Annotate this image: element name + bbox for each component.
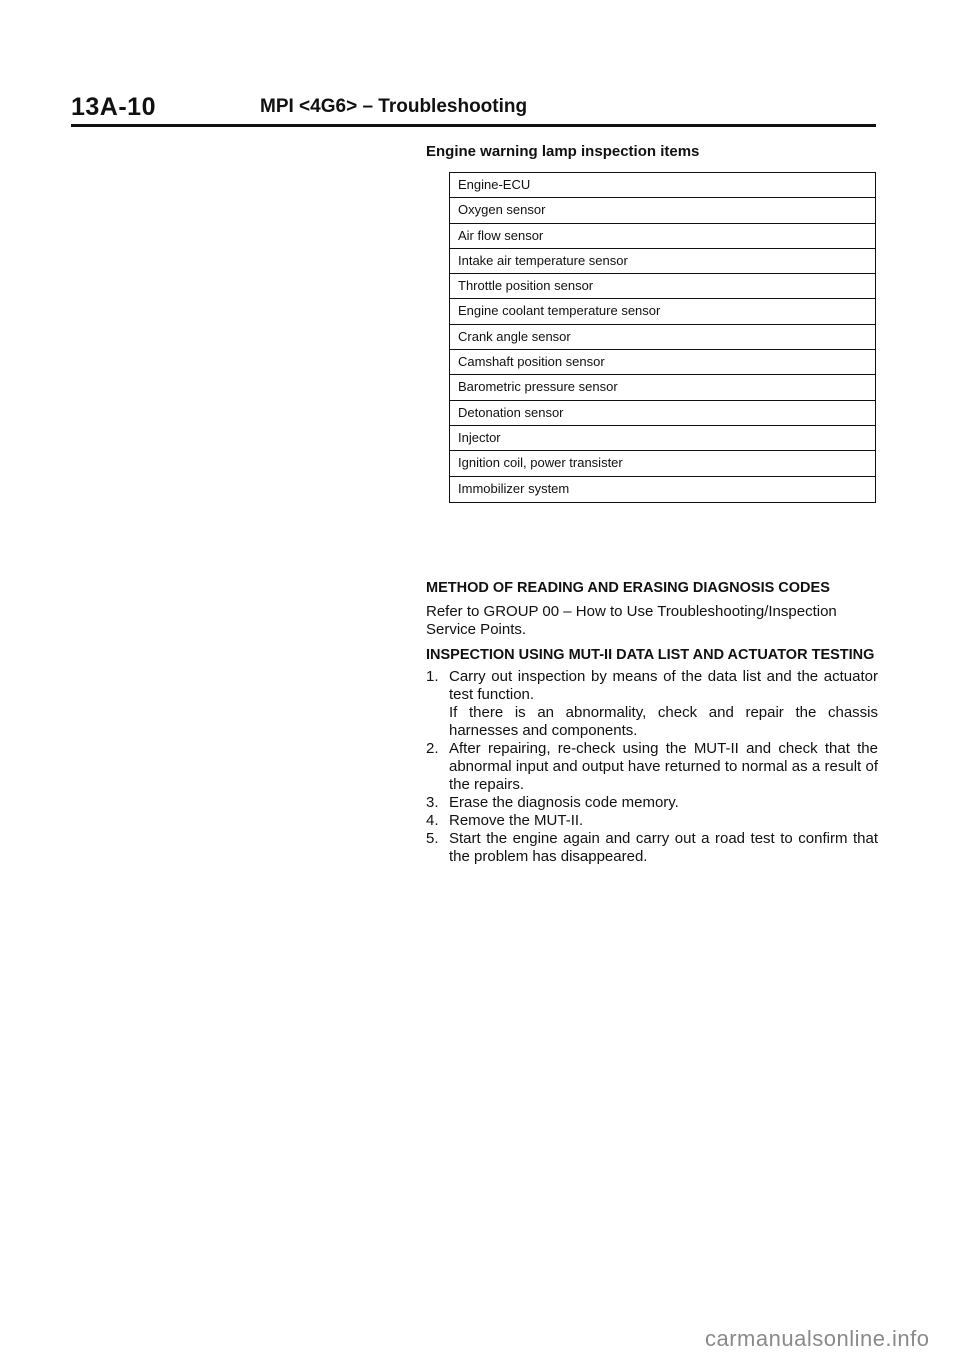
table-row: Engine-ECU [450,173,875,198]
step-text: Erase the diagnosis code memory. [449,794,679,811]
step-text: Remove the MUT-II. [449,812,584,829]
step-number: 2. [426,740,439,757]
header-rule [71,124,876,127]
step-subtext: If there is an abnormality, check and repair the chassis harnesses and components. [449,704,878,739]
step-item [426,812,878,830]
table-row: Detonation sensor [450,401,875,426]
table-row: Injector [450,426,875,451]
inspection-steps [426,668,878,866]
step-number: 1. [426,668,439,685]
procedure-section [426,580,878,866]
watermark: carmanualsonline.info [705,1326,930,1351]
step-item [426,830,878,866]
table-row: Crank angle sensor [450,325,875,350]
reading-codes-text: Refer to GROUP 00 – How to Use Troubleshooting/Inspection Service Points. [426,603,837,638]
mut-inspection-heading: INSPECTION USING MUT-II DATA LIST AND ACTUATOR TESTING [426,647,875,663]
table-row: Throttle position sensor [450,274,875,299]
warning-lamp-title: Engine warning lamp inspection items [426,143,700,160]
table-row: Immobilizer system [458,480,570,496]
table-row: Camshaft position sensor [450,350,875,375]
step-item [426,794,878,812]
page-number: 13A-10 [71,93,156,121]
step-item [426,740,878,794]
step-text: Start the engine again and carry out a road test to confirm that the problem has disappeared. [449,830,878,865]
step-text: Carry out inspection by means of the data list and the actuator test function. [449,668,878,703]
inspection-items-table [449,172,876,503]
table-row: Engine coolant temperature sensor [450,299,875,324]
table-row: Air flow sensor [450,224,875,249]
step-item [426,668,878,740]
step-number: 5. [426,830,439,847]
reading-codes-heading: METHOD OF READING AND ERASING DIAGNOSIS CODES [426,580,830,596]
table-row: Barometric pressure sensor [450,375,875,400]
page-title: MPI <4G6> – Troubleshooting [260,96,528,117]
step-text: After repairing, re-check using the MUT-II and check that the abnormal input and output have returned to normal as a result of the repairs. [449,740,878,793]
step-number: 4. [426,812,439,829]
table-row: Ignition coil, power transister [450,451,875,476]
table-row: Intake air temperature sensor [450,249,875,274]
step-number: 3. [426,794,439,811]
table-row: Oxygen sensor [450,198,875,223]
